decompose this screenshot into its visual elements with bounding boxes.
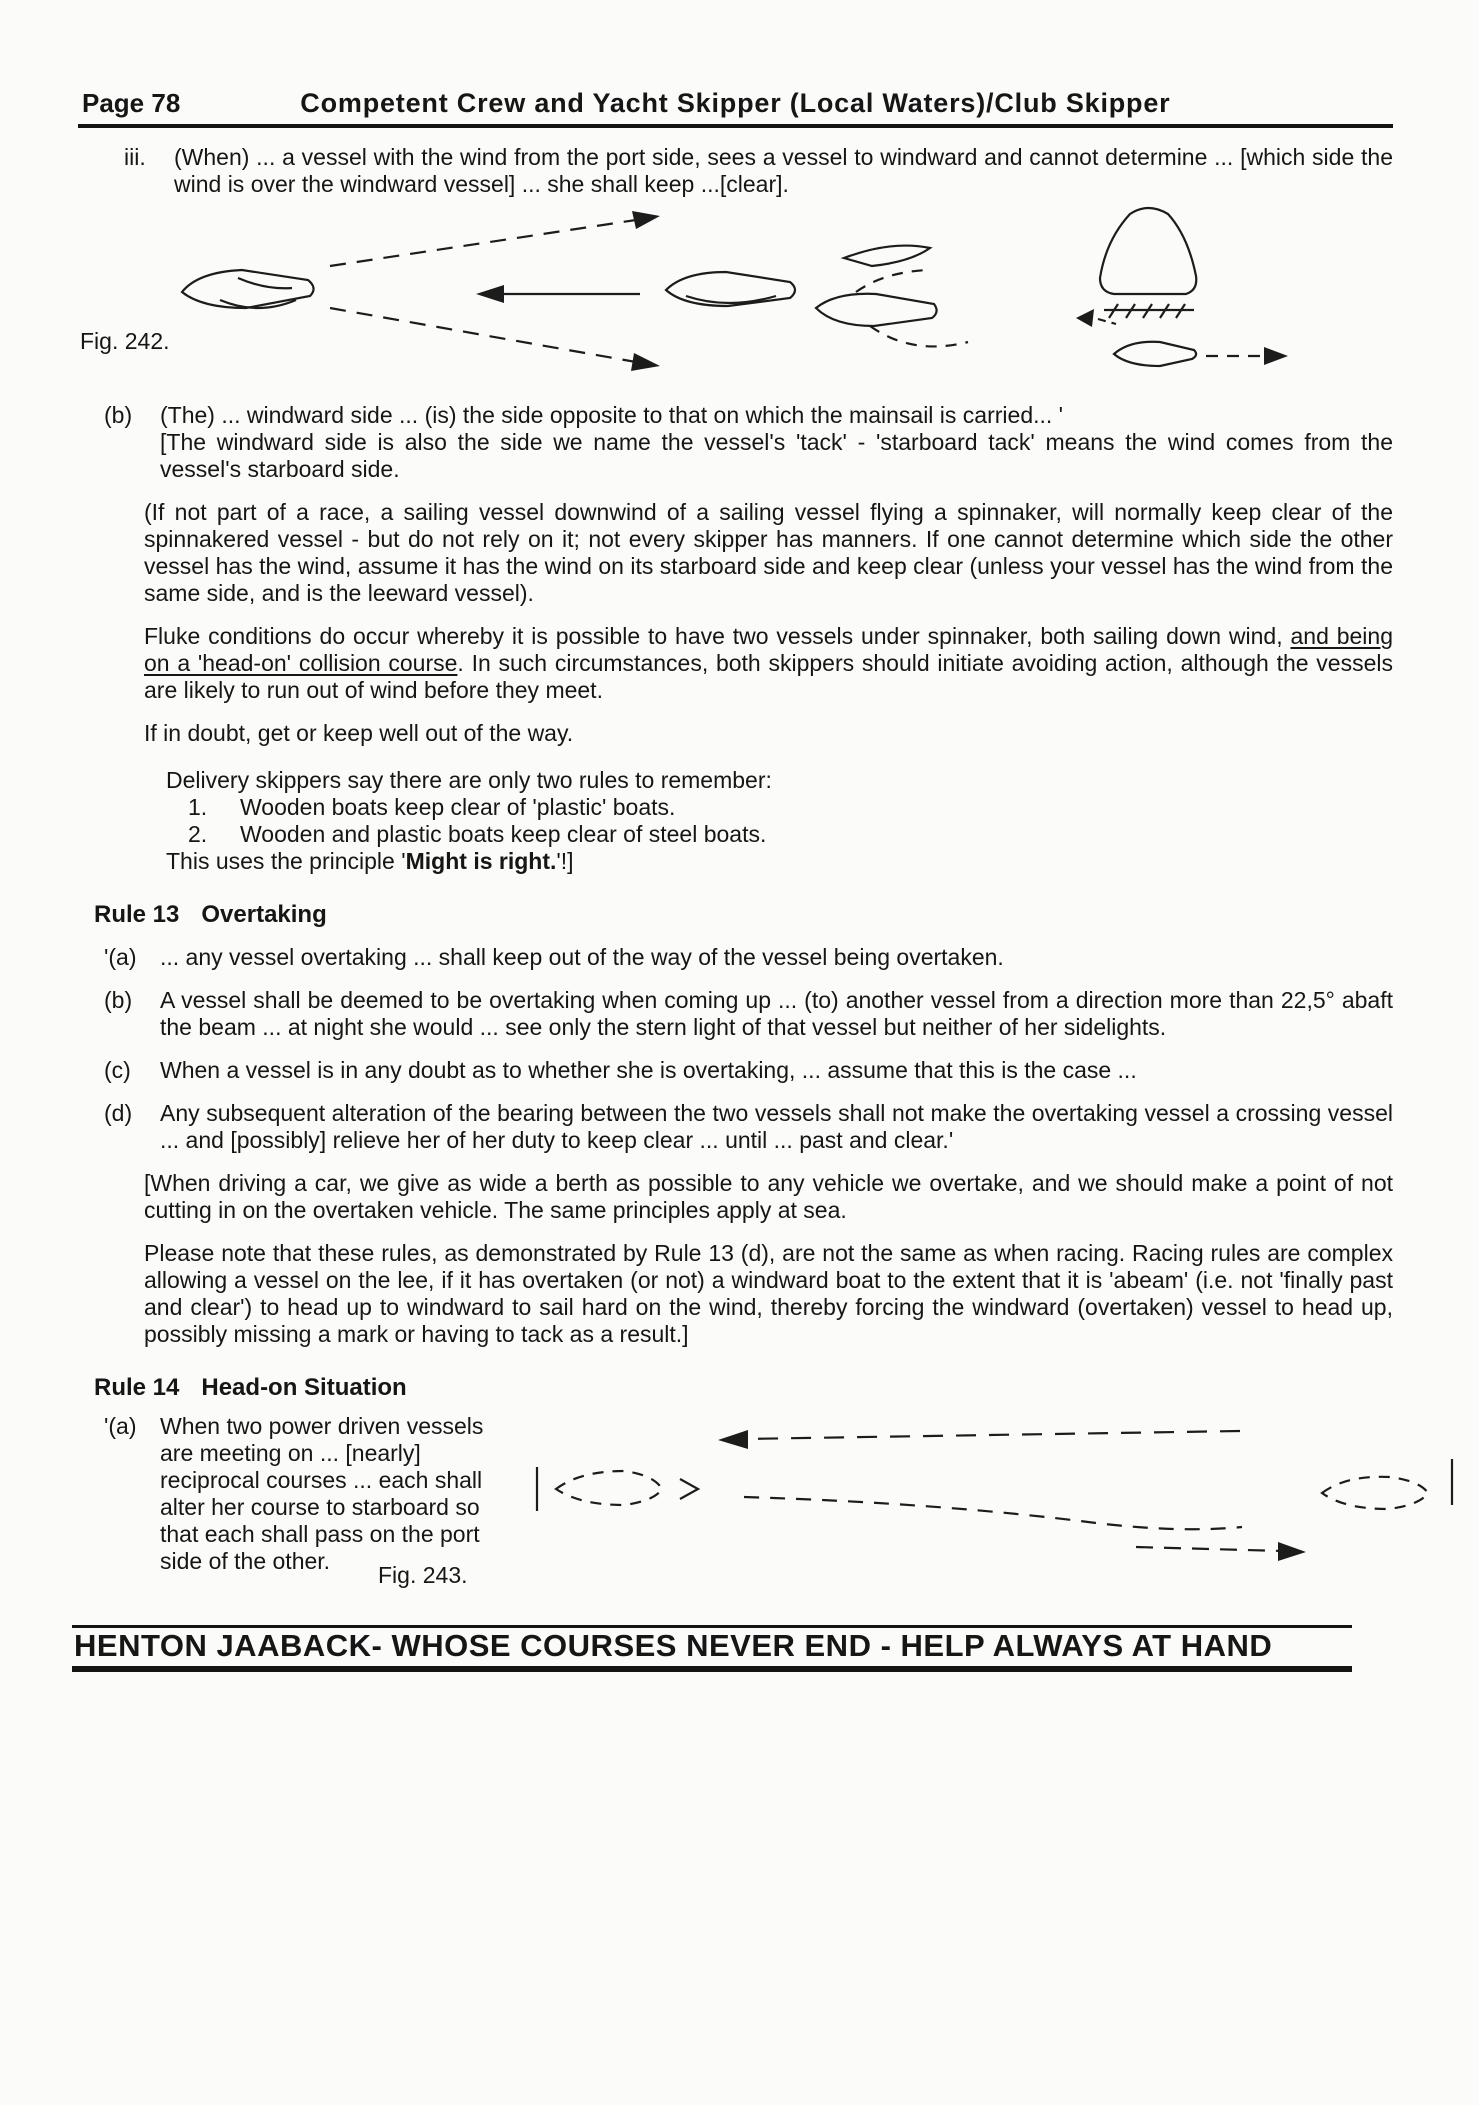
rule-14-title: Head-on Situation xyxy=(201,1374,407,1401)
rule-13-item-d-text: Any subsequent alteration of the bearing between the two vessels shall not make the overtaking vessel a crossing vessel ... and [possibly] relieve her of her duty to keep clear ... until ... past and clear.' xyxy=(160,1100,1393,1153)
fluke-text-1: Fluke conditions do occur whereby it is possible to have two vessels under spinnaker, both sailing down wind, xyxy=(144,623,1291,649)
clause-b-line2: [The windward side is also the side we name the vessel's 'tack' - 'starboard tack' means the wind comes from the vessel's starboard side. xyxy=(160,429,1393,482)
spinnaker-note-paragraph: (If not part of a race, a sailing vessel downwind of a sailing vessel flying a spinnaker, will normally keep clear of the spinnakered vessel - but do not rely on it; not every skipper has manners. If one cannot determine which side the other vessel has the wind, assume it has the wind on its starboard side and keep clear (unless your vessel has the wind from the same side, and is the leeward vessel). xyxy=(144,499,1393,606)
delivery-intro: Delivery skippers say there are only two rules to remember: xyxy=(166,767,772,793)
rule-14-item-a xyxy=(104,1413,524,1575)
page-number: Page 78 xyxy=(82,88,181,118)
clause-b-marker: (b) xyxy=(104,402,133,428)
fig-243-caption: Fig. 243. xyxy=(378,1562,468,1588)
delivery-outro-2: '!] xyxy=(556,848,574,874)
rule-13-item-a-text: ... any vessel overtaking ... shall keep out of the way of the vessel being overtaken. xyxy=(160,944,1004,970)
fig-242-sailing-vessels-wind-diagram xyxy=(168,206,1338,386)
header-title: Competent Crew and Yacht Skipper (Local Waters)/Club Skipper xyxy=(300,88,1171,118)
rule-14-content xyxy=(78,1413,1393,1609)
clause-b-windward xyxy=(104,402,1393,483)
delivery-skippers-block xyxy=(166,767,1346,875)
clause-b-line1: (The) ... windward side ... (is) the side opposite to that on which the mainsail is carried... ' xyxy=(160,402,1064,428)
figure-243 xyxy=(530,1405,1460,1575)
delivery-outro-1: This uses the principle ' xyxy=(166,848,406,874)
footer-text: HENTON JAABACK- WHOSE COURSES NEVER END - HELP ALWAYS AT HAND xyxy=(74,1628,1273,1663)
delivery-rule-1-text: Wooden boats keep clear of 'plastic' boats. xyxy=(240,794,676,820)
rule-13-item-d-marker: (d) xyxy=(104,1100,133,1126)
rule-14-item-a-marker: '(a) xyxy=(104,1413,137,1439)
fig-242-caption: Fig. 242. xyxy=(80,328,170,354)
rule-13-item-a xyxy=(104,944,1393,971)
figure-242 xyxy=(78,204,1393,386)
rule-13-heading xyxy=(94,901,1393,928)
clause-iii xyxy=(124,144,1393,198)
rule-13-item-b xyxy=(104,987,1393,1041)
rule-13-item-a-marker: '(a) xyxy=(104,944,137,970)
clause-b-text xyxy=(160,402,1393,483)
car-analogy-paragraph: [When driving a car, we give as wide a berth as possible to any vehicle we overtake, and we should make a point of not cutting in on the overtaken vehicle. The same principles apply at sea. xyxy=(144,1170,1393,1223)
fluke-paragraph xyxy=(144,623,1393,704)
delivery-rule-1-number: 1. xyxy=(188,794,208,820)
fluke-text-underlined: and being on a 'head-on' collision course xyxy=(144,623,1393,676)
delivery-outro xyxy=(166,848,1346,875)
rule-13-item-c-marker: (c) xyxy=(104,1057,131,1083)
fluke-text-2: . In such circumstances, both skippers should initiate avoiding action, although the vessels are likely to run out of wind before they meet. xyxy=(144,650,1393,703)
page-footer xyxy=(72,1625,1352,1672)
rule-14-label: Rule 14 xyxy=(94,1374,180,1401)
racing-rules-paragraph: Please note that these rules, as demonstrated by Rule 13 (d), are not the same as when racing. Racing rules are complex allowing a vessel on the lee, if it has overtaken (or not) a windward boat to the extent that it is 'abeam' (i.e. not 'finally past and clear') to head up to windward to sail hard on the wind, thereby forcing the windward (overtaken) vessel to head up, possibly missing a mark or having to tack as a result.] xyxy=(144,1240,1393,1347)
rule-13-label: Rule 13 xyxy=(94,901,180,928)
rule-13-item-d xyxy=(104,1100,1393,1154)
delivery-outro-emphasis: Might is right. xyxy=(405,848,557,874)
delivery-rule-1 xyxy=(188,794,1346,821)
rule-13-title: Overtaking xyxy=(201,901,327,928)
clause-iii-marker: iii. xyxy=(124,144,146,170)
rule-13-item-c-text: When a vessel is in any doubt as to whether she is overtaking, ... assume that this is the case ... xyxy=(160,1057,1137,1083)
rule-14-heading xyxy=(94,1374,1393,1401)
delivery-rule-2-text: Wooden and plastic boats keep clear of steel boats. xyxy=(240,821,767,847)
page-header xyxy=(78,90,1393,128)
delivery-rule-2-number: 2. xyxy=(188,821,208,847)
delivery-rule-2 xyxy=(188,821,1346,848)
rule-13-item-c xyxy=(104,1057,1393,1084)
rule-13-item-b-text: A vessel shall be deemed to be overtaking when coming up ... (to) another vessel from a direction more than 22,5° abaft the beam ... at night she would ... see only the stern light of that vessel but neither of her sidelights. xyxy=(160,987,1393,1040)
clause-iii-text: (When) ... a vessel with the wind from the port side, sees a vessel to windward and cannot determine ... [which side the wind is over the windward vessel] ... she shall keep ...[clear]. xyxy=(174,144,1393,197)
rule-13-item-b-marker: (b) xyxy=(104,987,133,1013)
doubt-line: If in doubt, get or keep well out of the way. xyxy=(144,720,574,746)
fig-243-head-on-diagram xyxy=(530,1405,1460,1575)
rule-14-item-a-text: When two power driven vessels are meeting on ... [nearly] reciprocal courses ... each shall alter her course to starboard so that each shall pass on the port side of the other. xyxy=(160,1413,484,1574)
